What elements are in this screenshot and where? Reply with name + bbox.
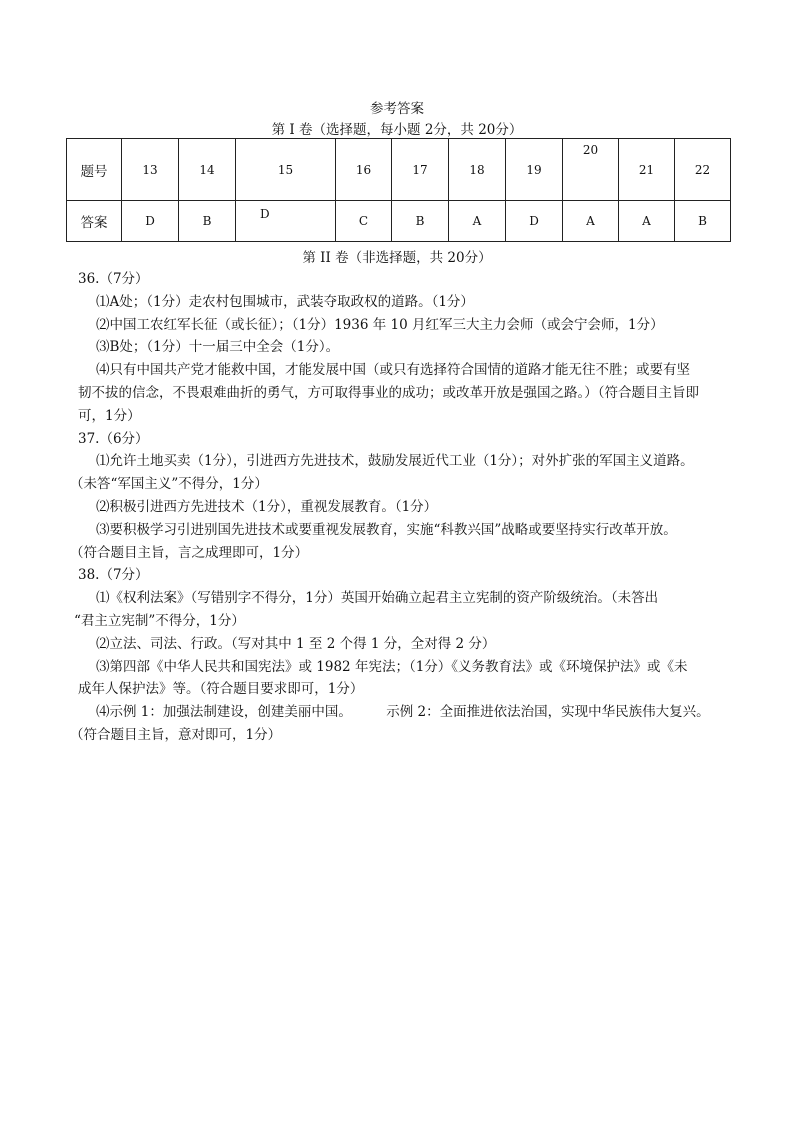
q37-answer-1-line2: （未答“军国主义”不得分，1分） xyxy=(70,476,268,493)
q38-answer-3-line2: 成年人保护法》等。（符合题目要求即可，1分） xyxy=(78,681,364,698)
answer-15: D xyxy=(260,207,270,221)
answer-cell: C xyxy=(336,201,392,242)
q37-answer-3-line2: （符合题目主旨，言之成理即可，1分） xyxy=(70,544,309,561)
q36-answer-4-line1: ⑷只有中国共产党才能救中国，才能发展中国（或只有选择符合国情的道路才能无往不胜；或要有坚 xyxy=(96,362,690,379)
answer-cell: B xyxy=(675,201,731,242)
q38-heading: 38.（7分） xyxy=(78,567,149,584)
question-number-cell: 17 xyxy=(392,139,449,201)
question-number-cell: 13 xyxy=(122,139,179,201)
q38-answer-4-line1: ⑷示例 1：加强法制建设，创建美丽中国。 示例 2：全面推进依法治国，实现中华民族伟大复兴。 xyxy=(96,704,710,721)
row-label-answer: 答案 xyxy=(67,201,122,242)
answer-body xyxy=(70,268,728,747)
q37-answer-2: ⑵积极引进西方先进技术（1分），重视发展教育。（1分） xyxy=(96,498,438,515)
q36-answer-3: ⑶B处；（1分）十一届三中全会（1分）。 xyxy=(96,339,340,356)
question-number-20: 20 xyxy=(582,143,599,157)
q36-answer-4-line2: 韧不拔的信念，不畏艰难曲折的勇气，方可取得事业的成功；或改革开放是强国之路。）（符合题目主旨即 xyxy=(78,384,699,401)
question-number-cell: 19 xyxy=(506,139,563,201)
answer-cell: D xyxy=(122,201,179,242)
question-number-cell: 16 xyxy=(336,139,392,201)
question-number-row xyxy=(67,139,731,201)
q37-heading: 37.（6分） xyxy=(78,430,149,447)
answer-cell: A xyxy=(449,201,506,242)
question-number-cell: 18 xyxy=(449,139,506,201)
answer-cell: A xyxy=(619,201,675,242)
part1-title: 第 I 卷（选择题，每小题 2分，共 20分） xyxy=(271,122,523,138)
question-number-cell: 22 xyxy=(675,139,731,201)
answer-row xyxy=(67,201,731,242)
q37-answer-3-line1: ⑶要积极学习引进别国先进技术或要重视发展教育，实施“科教兴国”战略或要坚持实行改革开放。 xyxy=(96,521,677,538)
part2-title: 第 II 卷（非选择题，共 20分） xyxy=(302,250,492,266)
answer-cell: B xyxy=(179,201,236,242)
q38-answer-1-line2: “君主立宪制”不得分，1分） xyxy=(74,612,245,629)
q38-answer-3-line1: ⑶第四部《中华人民共和国宪法》或 1982 年宪法；（1分）《义务教育法》或《环境保护法》或《未 xyxy=(96,658,688,675)
q36-answer-1: ⑴A处；（1分）走农村包围城市，武装夺取政权的道路。（1分） xyxy=(96,293,474,310)
question-number-cell xyxy=(563,139,619,201)
answer-cell xyxy=(236,201,336,242)
row-label-number: 题号 xyxy=(67,139,122,201)
question-number-cell: 14 xyxy=(179,139,236,201)
answer-cell: D xyxy=(506,201,563,242)
q36-heading: 36.（7分） xyxy=(78,271,149,287)
answer-cell: B xyxy=(392,201,449,242)
answer-table xyxy=(66,138,731,242)
document-title: 参考答案 xyxy=(370,101,424,117)
answer-cell: A xyxy=(563,201,619,242)
q36-answer-2: ⑵中国工农红军长征（或长征）；（1分）1936 年 10 月红军三大主力会师（或会宁会师，1分） xyxy=(96,316,664,333)
q38-answer-4-line2: （符合题目主旨，意对即可，1分） xyxy=(70,726,282,743)
question-number-cell: 21 xyxy=(619,139,675,201)
q38-answer-1-line1: ⑴《权利法案》（写错别字不得分，1分）英国开始确立起君主立宪制的资产阶级统治。（未答出 xyxy=(96,590,659,607)
q37-answer-1-line1: ⑴允许土地买卖（1分），引进西方先进技术，鼓励发展近代工业（1分）；对外扩张的军国主义道路。 xyxy=(96,453,694,470)
question-number-cell: 15 xyxy=(236,139,336,201)
q36-answer-4-line3: 可，1分） xyxy=(78,407,141,424)
q38-answer-2: ⑵立法、司法、行政。（写对其中 1 至 2 个得 1 分，全对得 2 分） xyxy=(96,635,496,652)
